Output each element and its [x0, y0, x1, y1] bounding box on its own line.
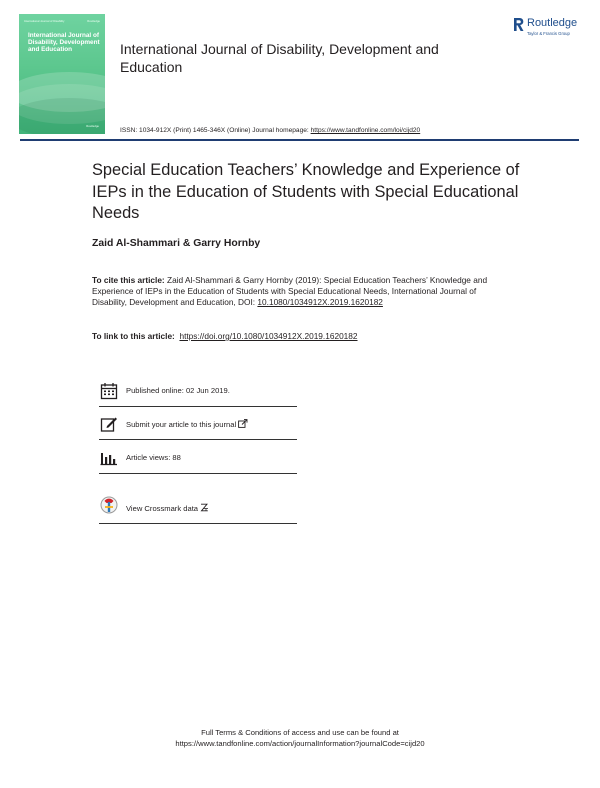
link-label: To link to this article: [92, 331, 175, 341]
cite-text: Zaid Al-Shammari & Garry Hornby (2019): Special Education Teachers’ Knowledge and Experience of IEPs in the Education of Students with Special Educational Needs, International Journal of Disability, Development and Education, DOI: [92, 275, 488, 308]
article-doi-link[interactable]: https://doi.org/10.1080/1034912X.2019.1620182 [179, 331, 358, 341]
info-row-submit[interactable] [99, 410, 297, 440]
external-link-icon [238, 419, 248, 428]
cite-doi-link[interactable]: 10.1080/1034912X.2019.1620182 [257, 297, 383, 308]
footer-line-1: Full Terms & Conditions of access and use can be found at [201, 728, 399, 737]
publisher-name: Routledge [527, 17, 578, 29]
published-online-text: Published online: 02 Jun 2019. [126, 386, 230, 395]
article-authors: Zaid Al-Shammari & Garry Hornby [92, 238, 261, 249]
cite-label: To cite this article: [92, 275, 165, 285]
citation-block [92, 275, 492, 309]
calendar-icon [100, 382, 118, 400]
cover-top-right-text: Routledge [87, 19, 100, 23]
terms-footer [0, 727, 600, 749]
edit-icon [100, 415, 118, 433]
routledge-r-icon [513, 17, 524, 32]
cover-top-left-text: International Journal of Disability [24, 19, 65, 23]
cover-title: International Journal of Disability, Development and Education [28, 32, 100, 53]
info-row-published [99, 377, 297, 407]
crossmark-link[interactable]: View Crossmark data [126, 503, 209, 513]
journal-cover-image [19, 14, 105, 134]
footer-terms-link[interactable]: https://www.tandfonline.com/action/journalInformation?journalCode=cijd20 [175, 739, 425, 749]
issn-text: ISSN: 1034-912X (Print) 1465-346X (Online) Journal homepage: [120, 127, 311, 134]
bar-chart-icon [100, 449, 118, 467]
article-link-line [92, 331, 358, 341]
info-row-views [99, 444, 297, 474]
cover-publisher-mark: Routledge [86, 124, 99, 128]
row-divider [99, 523, 297, 524]
publisher-tagline: Taylor & Francis Group [527, 31, 570, 36]
article-title: Special Education Teachers’ Knowledge and Experience of IEPs in the Education of Students with Special Educational Needs [92, 161, 520, 222]
row-divider [99, 439, 297, 440]
crossmark-icon [100, 496, 118, 514]
info-row-crossmark[interactable] [99, 494, 297, 524]
submit-article-link[interactable]: Submit your article to this journal [126, 419, 248, 429]
article-views-text: Article views: 88 [126, 453, 181, 462]
row-divider [99, 473, 297, 474]
row-divider [99, 406, 297, 407]
journal-title: International Journal of Disability, Development and Education [120, 41, 439, 75]
header-divider [20, 139, 579, 141]
external-link-icon [200, 503, 209, 512]
journal-homepage-link[interactable]: https://www.tandfonline.com/loi/cijd20 [310, 127, 421, 134]
issn-line [120, 127, 420, 134]
